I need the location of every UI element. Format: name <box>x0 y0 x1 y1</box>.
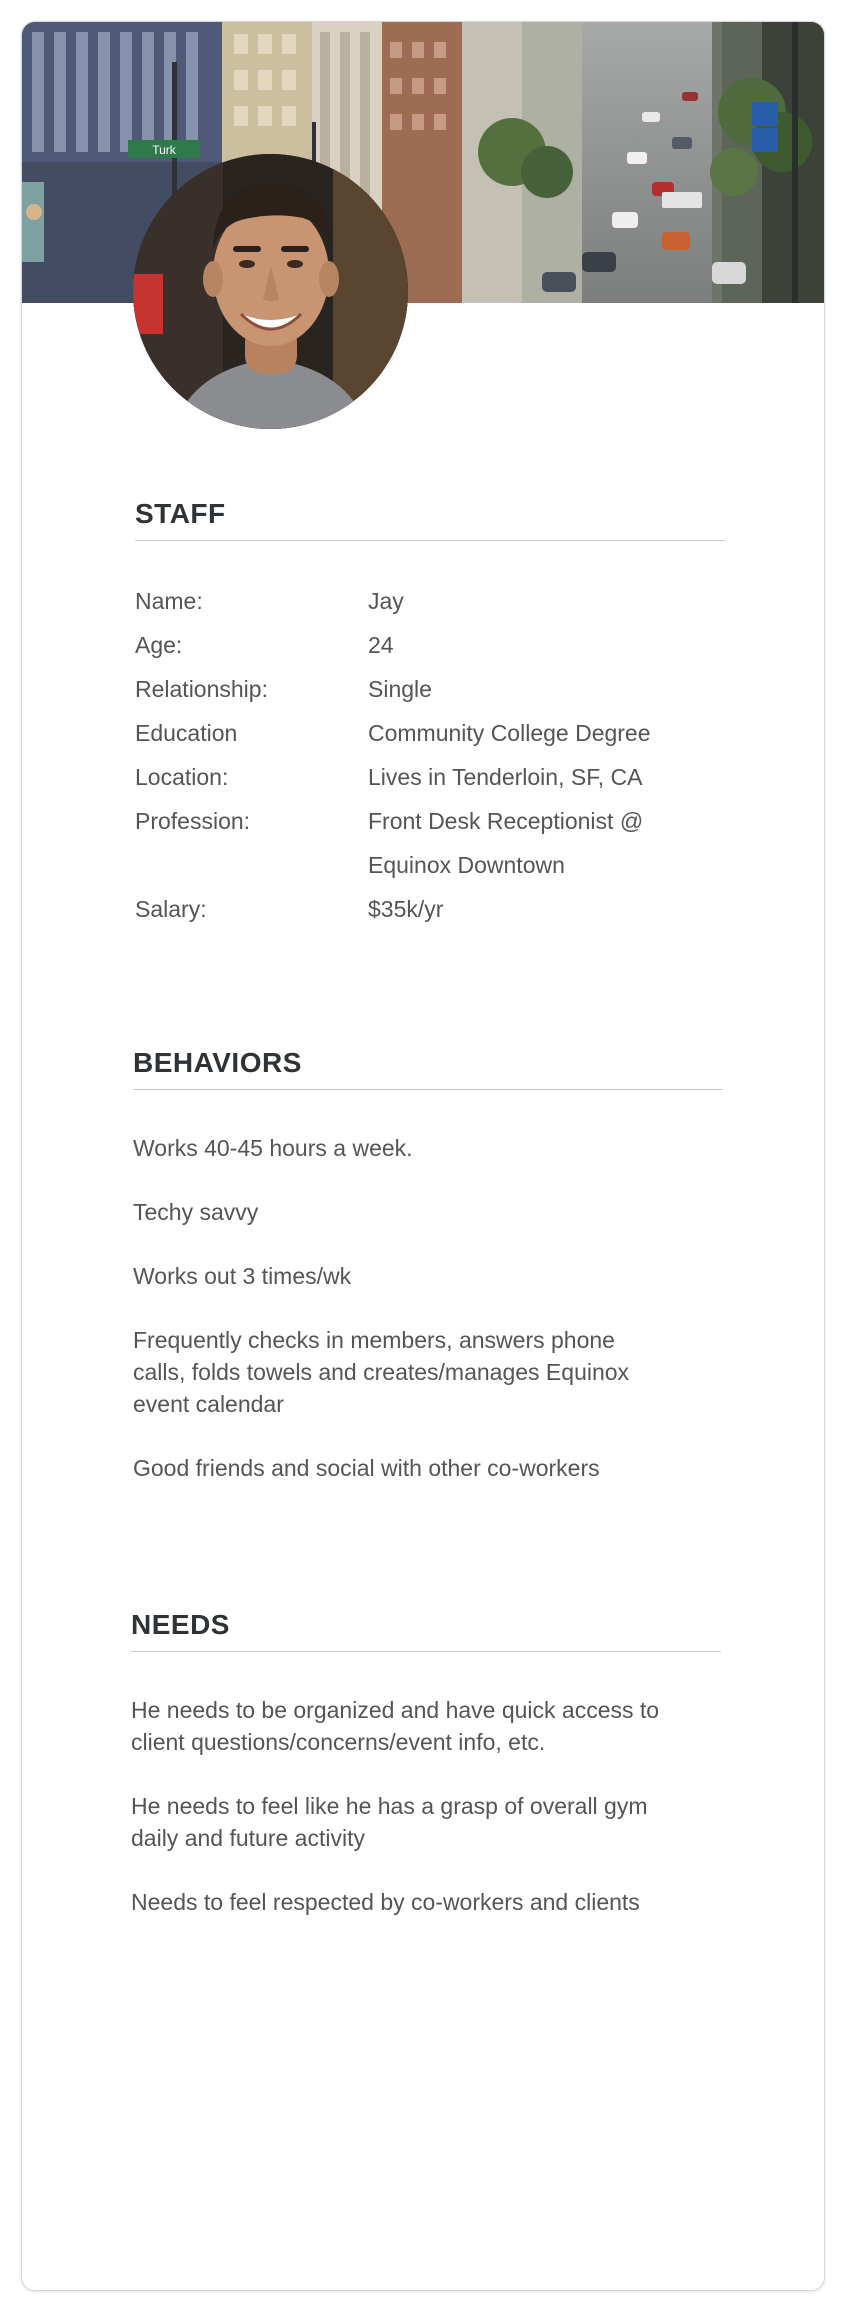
info-row-salary <box>135 887 725 931</box>
info-row-education <box>135 711 725 755</box>
info-value: 24 <box>368 632 394 658</box>
info-row-location <box>135 755 725 799</box>
list-item: He needs to be organized and have quick access to client questions/concerns/event info, etc. <box>131 1697 660 1755</box>
list-item: Good friends and social with other co-workers <box>133 1455 600 1481</box>
info-row-profession <box>135 799 725 843</box>
info-label: Location: <box>135 764 229 790</box>
section-title-staff: STAFF <box>135 496 725 541</box>
needs-section <box>131 1607 721 1950</box>
info-value: Front Desk Receptionist @ <box>368 808 644 834</box>
list-item: Works out 3 times/wk <box>133 1263 352 1289</box>
list-item: He needs to feel like he has a grasp of overall gym daily and future activity <box>131 1793 648 1851</box>
street-sign-text: Turk <box>152 143 176 157</box>
info-row-age <box>135 623 725 667</box>
info-label: Profession: <box>135 808 251 834</box>
info-value: Jay <box>368 588 404 614</box>
info-value: Equinox Downtown <box>368 852 565 878</box>
persona-card <box>21 21 825 2291</box>
section-title-behaviors: BEHAVIORS <box>133 1045 723 1090</box>
staff-info-table <box>135 579 725 931</box>
info-value: Lives in Tenderloin, SF, CA <box>368 764 643 790</box>
info-value: Single <box>368 676 432 702</box>
info-label: Name: <box>135 588 203 614</box>
info-row-relationship <box>135 667 725 711</box>
info-label <box>135 843 368 887</box>
info-label: Relationship: <box>135 676 268 702</box>
list-item: Needs to feel respected by co-workers and clients <box>131 1889 640 1915</box>
behaviors-list <box>133 1132 723 1484</box>
info-value: Community College Degree <box>368 720 651 746</box>
behaviors-section <box>133 1045 723 1516</box>
info-label: Age: <box>135 632 183 658</box>
list-item: Frequently checks in members, answers phone calls, folds towels and creates/manages Equinox event calendar <box>133 1327 630 1417</box>
info-label: Education <box>135 720 238 746</box>
list-item: Techy savvy <box>133 1199 259 1225</box>
info-label: Salary: <box>135 896 207 922</box>
needs-list <box>131 1694 721 1918</box>
info-value: $35k/yr <box>368 896 444 922</box>
avatar <box>133 154 408 429</box>
info-row-name <box>135 579 725 623</box>
list-item: Works 40-45 hours a week. <box>133 1135 413 1161</box>
section-title-needs: NEEDS <box>131 1607 721 1652</box>
info-row-profession-cont <box>135 843 725 887</box>
staff-section <box>135 496 725 931</box>
